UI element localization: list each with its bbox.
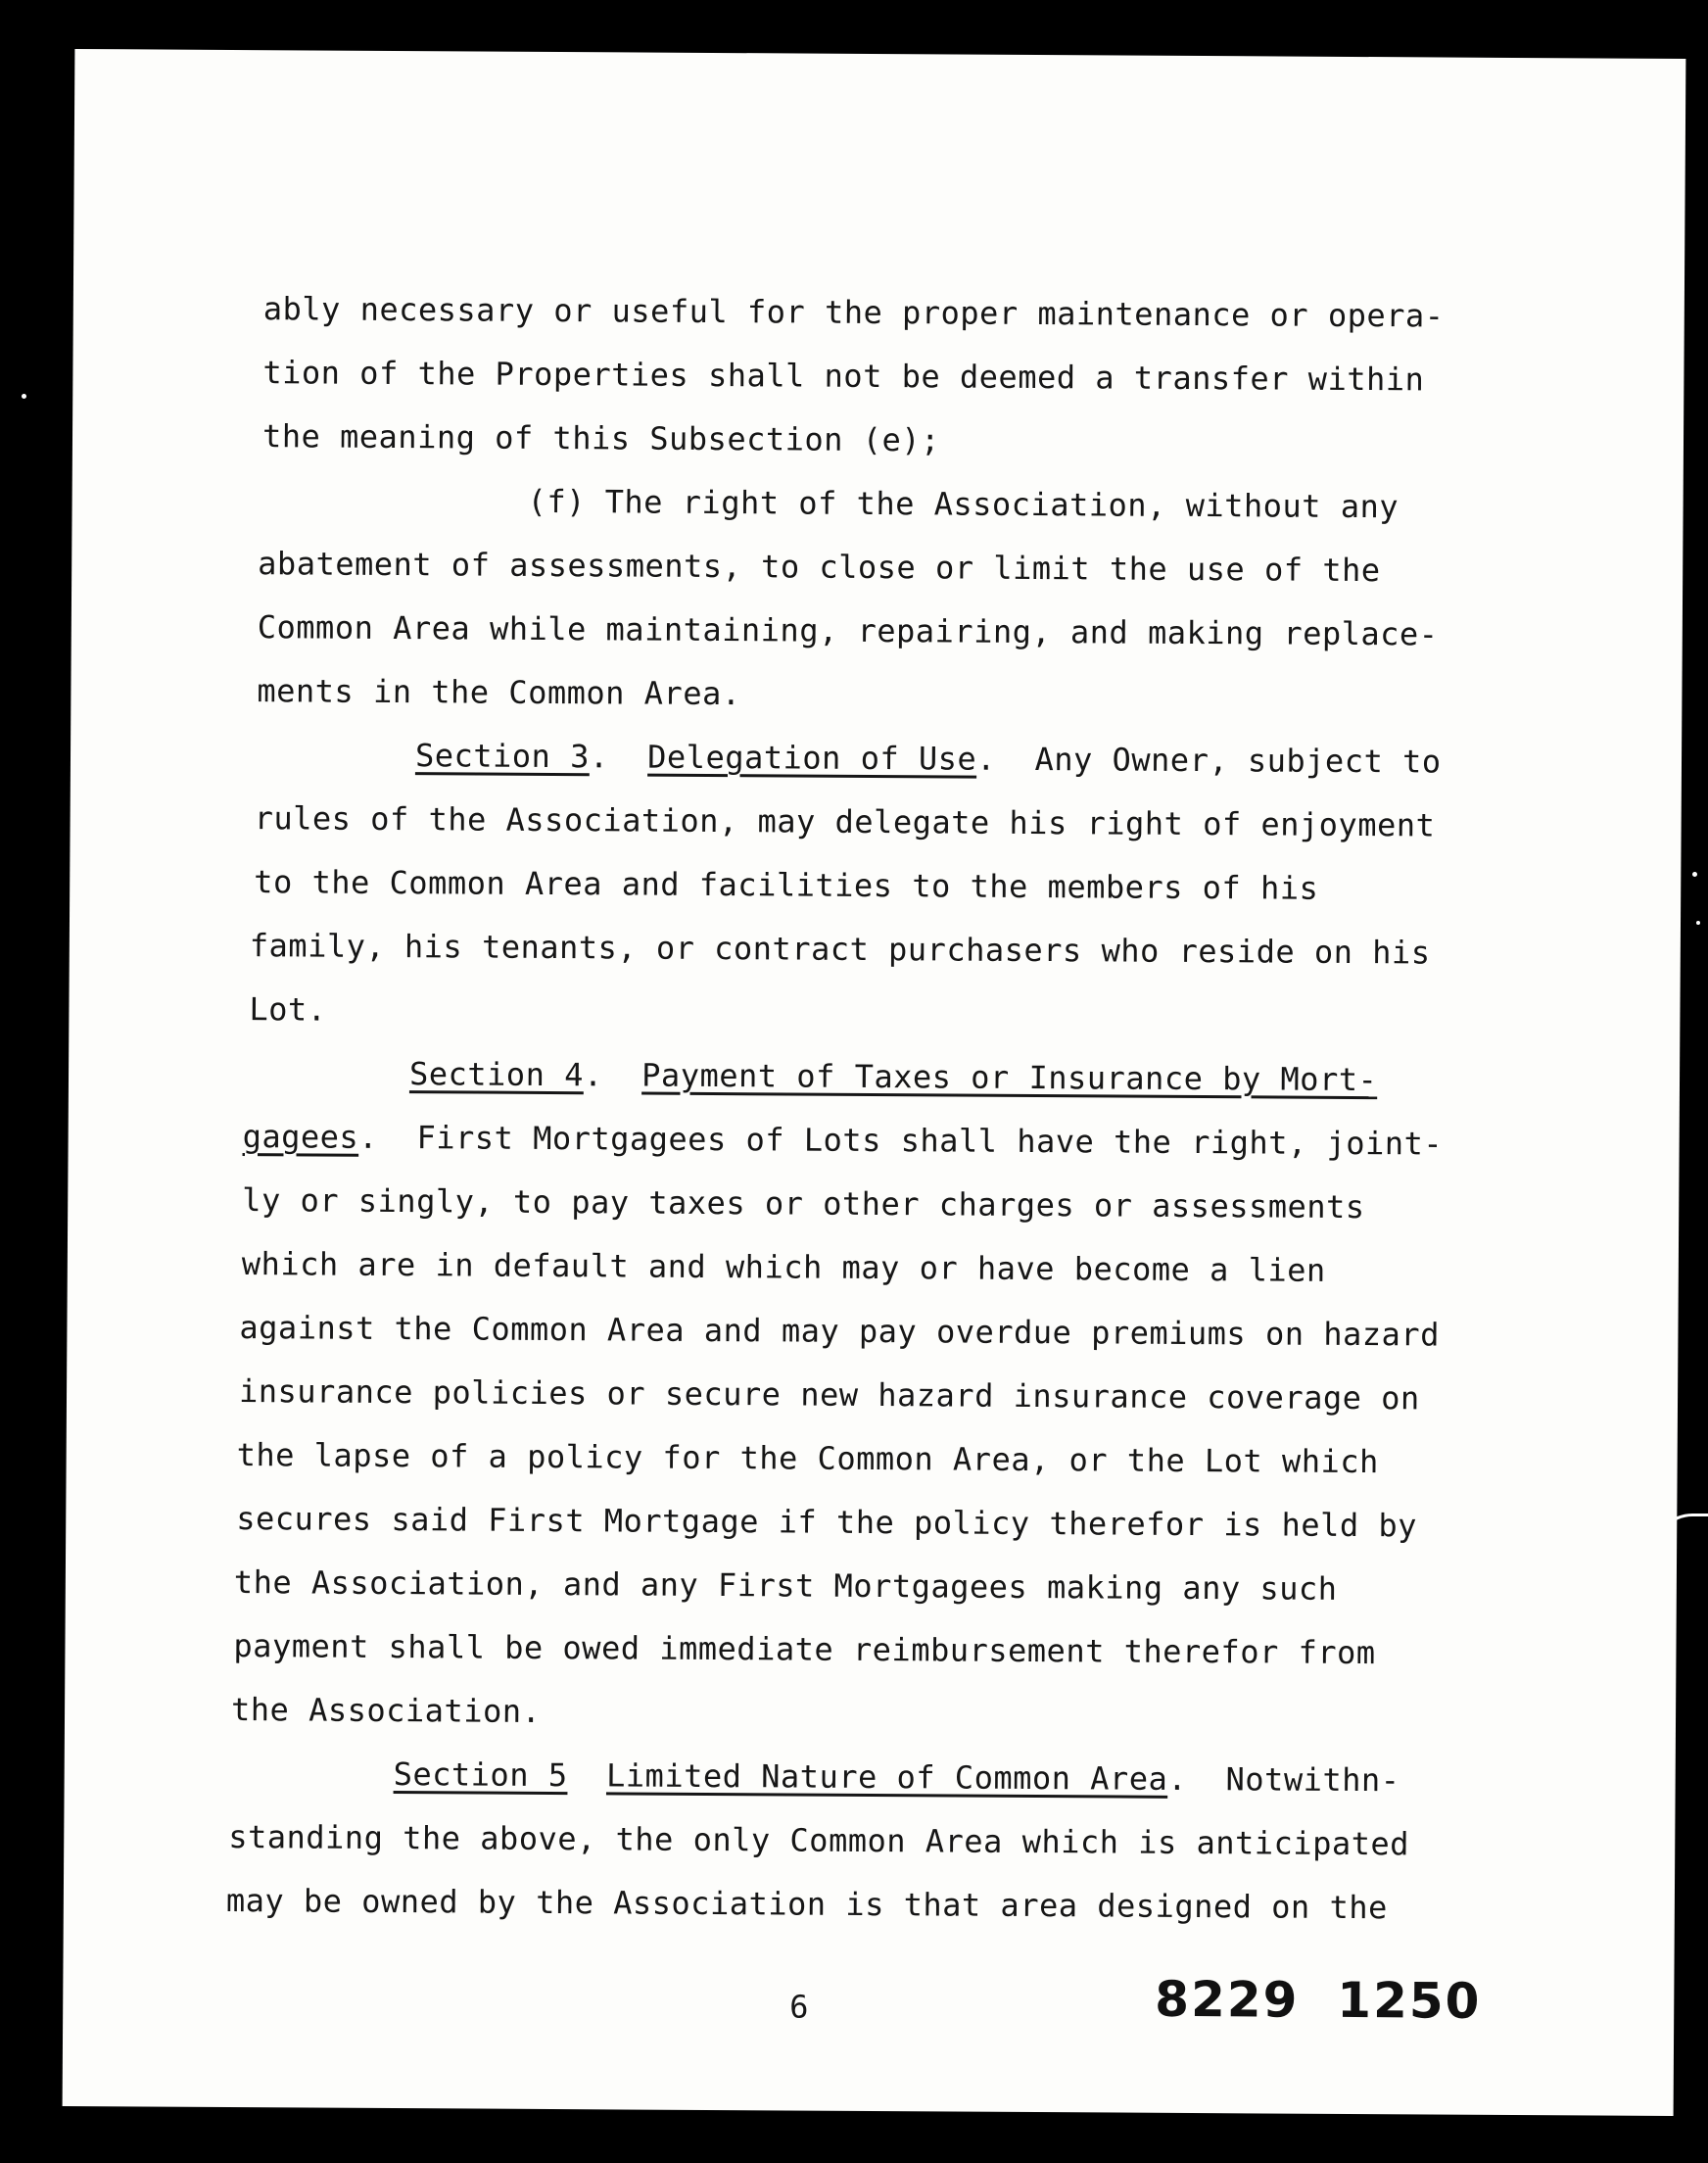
scan-speck (22, 394, 26, 399)
page-number: 6 (789, 1988, 809, 2026)
section-4-text-start: First Mortgagees of Lots shall have the right, joint- (416, 1119, 1444, 1163)
body-line: to the Common Area and facilities to the members of his (254, 863, 1319, 907)
body-line: ably necessary or useful for the proper maintenance or opera- (262, 290, 1445, 335)
section-5-text-start: Notwithn- (1225, 1760, 1400, 1800)
section-5-label: Section 5 (393, 1755, 568, 1795)
body-line: the meaning of this Subsection (e); (261, 417, 940, 459)
body-line: ly or singly, to pay taxes or other charges or assessments (242, 1181, 1365, 1226)
reference-number: 8229 1250 (1155, 1970, 1482, 2030)
body-line: secures said First Mortgage if the policy therefor is held by (236, 1500, 1418, 1545)
scan-speck (1692, 872, 1697, 877)
section-3-title: Delegation of Use (647, 738, 977, 778)
section-3-label: Section 3 (414, 737, 591, 776)
body-line: the Association. (230, 1691, 542, 1730)
document-page (63, 49, 1686, 2116)
section-3-heading-line: Section 3. Delegation of Use. Any Owner, subject to (414, 737, 1442, 781)
section-4-label: Section 4 (408, 1055, 585, 1094)
body-line: which are in default and which may or have become a lien (241, 1245, 1326, 1289)
body-line: the Association, and any First Mortgagees making any such (233, 1563, 1338, 1608)
section-4-title-part2: gagees (242, 1118, 359, 1156)
section-3-text-start: Any Owner, subject to (1034, 740, 1442, 781)
body-line: payment shall be owed immediate reimbursement therefor from (233, 1627, 1376, 1672)
body-line: standing the above, the only Common Area which is anticipated (228, 1817, 1410, 1863)
body-line: rules of the Association, may delegate his right of enjoyment (254, 799, 1436, 844)
section-4-title-part1: Payment of Taxes or Insurance by Mort- (641, 1056, 1378, 1099)
body-line: Lot. (249, 990, 327, 1029)
body-line: ments in the Common Area. (257, 672, 741, 713)
body-line: may be owned by the Association is that area designed on the (225, 1881, 1388, 1927)
section-5-title: Limited Nature of Common Area (605, 1756, 1168, 1798)
body-line: against the Common Area and may pay overdue premiums on hazard (239, 1309, 1441, 1354)
scan-speck (1696, 921, 1700, 925)
body-line: family, his tenants, or contract purchasers who reside on his (249, 927, 1431, 972)
body-line: Common Area while maintaining, repairing, and making replace- (257, 608, 1439, 653)
section-4-second-line: gagees. First Mortgagees of Lots shall have the right, joint- (242, 1118, 1444, 1163)
body-line: tion of the Properties shall not be deemed a transfer within (262, 354, 1425, 399)
body-line: abatement of assessments, to close or limit the use of the (258, 545, 1381, 590)
body-line: (f) The right of the Association, without any (527, 482, 1400, 526)
section-5-heading-line: Section 5 Limited Nature of Common Area. Notwithn- (393, 1755, 1400, 1800)
section-4-heading-line: Section 4. Payment of Taxes or Insurance by Mort- (408, 1055, 1378, 1099)
body-line: the lapse of a policy for the Common Area, or the Lot which (236, 1436, 1379, 1481)
body-line: insurance policies or secure new hazard insurance coverage on (238, 1372, 1420, 1418)
